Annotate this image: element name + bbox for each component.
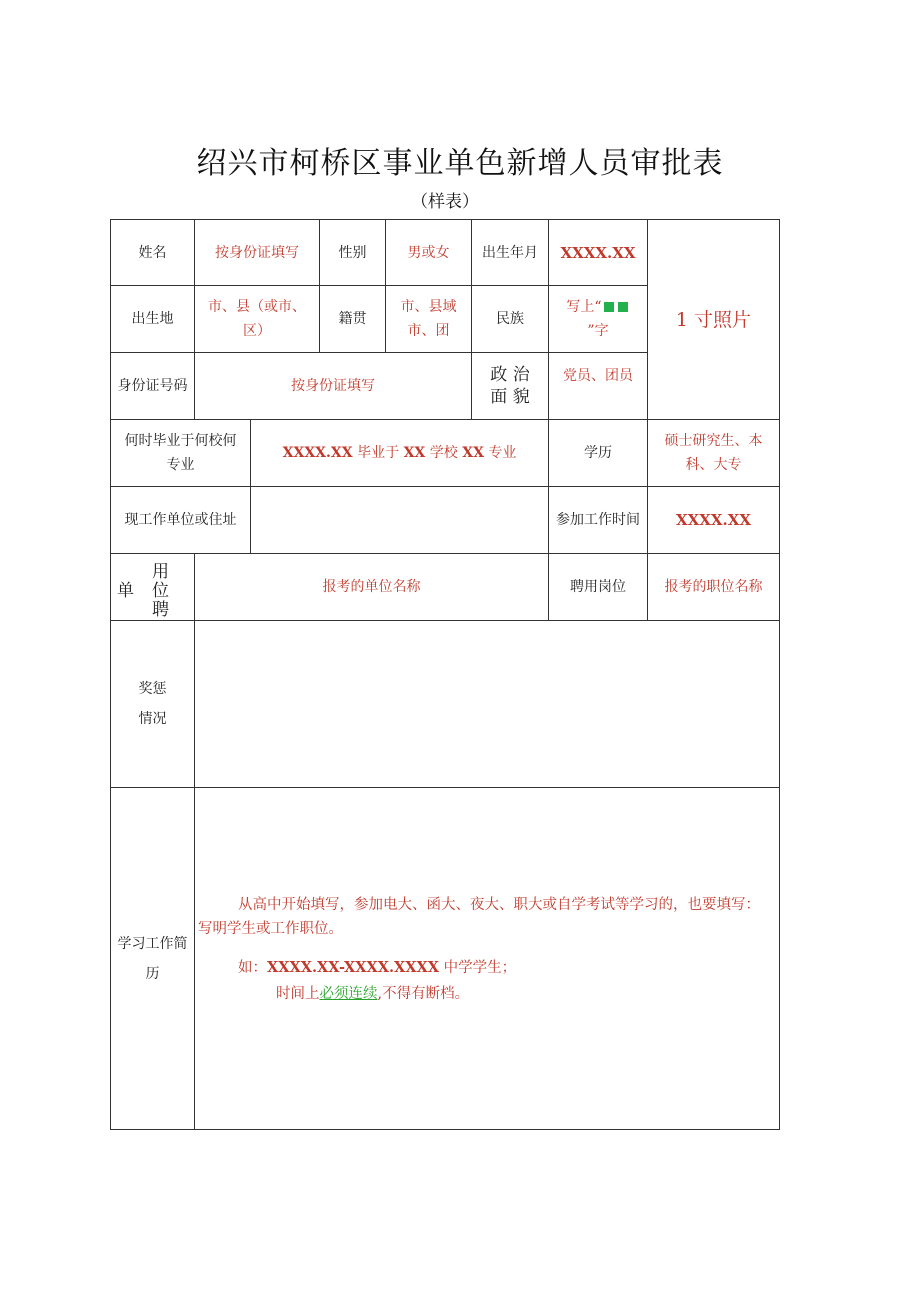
work-unit-value[interactable] bbox=[251, 487, 548, 553]
native-place-value[interactable]: 市、县域市、团 bbox=[400, 299, 457, 339]
ethnic-value-suffix: ”字 bbox=[587, 323, 609, 339]
photo-placeholder[interactable]: 1 寸照片 bbox=[675, 308, 752, 331]
graduation-school: XX bbox=[403, 445, 426, 461]
resume-note bbox=[198, 982, 773, 1006]
graduation-major: XX bbox=[462, 445, 484, 461]
ethnic-label: 民族 bbox=[496, 311, 524, 327]
graduation-label: 何时毕业于何校何专业 bbox=[124, 433, 237, 473]
hiring-unit-label bbox=[111, 554, 194, 620]
birthplace-label: 出生地 bbox=[131, 311, 174, 327]
political-status-label bbox=[472, 353, 548, 419]
work-start-value[interactable]: XXXX.XX bbox=[675, 511, 752, 529]
gender-value[interactable]: 男或女 bbox=[407, 244, 450, 261]
work-unit-label: 现工作单位或住址 bbox=[124, 512, 237, 528]
resume-note-a: 时间上 bbox=[276, 986, 320, 1002]
hiring-unit-label-char-1: 用 bbox=[152, 562, 169, 582]
political-status-label-line1: 政 治 bbox=[490, 365, 530, 385]
resume-note-highlight: 必须连续 bbox=[319, 986, 378, 1002]
awards-label-line1: 奖惩 bbox=[138, 681, 167, 697]
resume-label: 学习工作简历 bbox=[117, 935, 188, 982]
birth-value[interactable]: XXXX.XX bbox=[560, 243, 636, 262]
id-number-label: 身份证号码 bbox=[117, 378, 188, 394]
gender-label: 性别 bbox=[338, 244, 367, 261]
birth-label: 出生年月 bbox=[482, 244, 538, 261]
hiring-post-label: 聘用岗位 bbox=[570, 579, 626, 595]
green-square-icon bbox=[618, 302, 628, 312]
hiring-unit-label-char-2: 单 bbox=[117, 581, 134, 601]
name-label: 姓名 bbox=[138, 244, 167, 261]
resume-example-dates: XXXX.XX-XXXX.XXXX bbox=[267, 959, 440, 976]
ethnic-value-prefix: 写上“ bbox=[566, 299, 602, 315]
education-label: 学历 bbox=[584, 445, 612, 461]
graduation-text-1: 毕业于 bbox=[357, 445, 400, 461]
graduation-text-2: 学校 bbox=[429, 445, 458, 461]
resume-value[interactable] bbox=[198, 893, 773, 1006]
work-start-label: 参加工作时间 bbox=[556, 512, 640, 528]
resume-note-c: ,不得有断档。 bbox=[377, 986, 470, 1002]
political-status-label-line2: 面 貌 bbox=[490, 387, 530, 407]
page-subtitle: （样表） bbox=[411, 192, 479, 212]
political-status-value[interactable]: 党员、团员 bbox=[563, 368, 633, 384]
awards-value[interactable] bbox=[195, 621, 779, 787]
hiring-unit-value[interactable]: 报考的单位名称 bbox=[322, 579, 421, 595]
page-title: 绍兴市柯桥区事业单色新增人员审批表 bbox=[196, 146, 724, 181]
hiring-post-value[interactable]: 报考的职位名称 bbox=[664, 579, 763, 595]
resume-example bbox=[198, 956, 773, 980]
id-number-value[interactable]: 按身份证填写 bbox=[291, 378, 375, 394]
resume-example-prefix: 如： bbox=[238, 960, 267, 976]
graduation-date: XXXX.XX bbox=[282, 445, 353, 461]
native-place-label: 籍贯 bbox=[338, 311, 367, 327]
education-value[interactable]: 硕士研究生、本科、大专 bbox=[664, 433, 763, 473]
name-value[interactable]: 按身份证填写 bbox=[215, 244, 299, 261]
birthplace-value[interactable]: 市、县（或市、区） bbox=[208, 299, 306, 339]
green-square-icon bbox=[604, 302, 614, 312]
resume-example-suffix: 中学学生； bbox=[443, 960, 517, 976]
hiring-unit-label-char-3: 位 bbox=[152, 581, 169, 601]
hiring-unit-label-char-4: 聘 bbox=[152, 600, 169, 620]
graduation-value[interactable] bbox=[251, 420, 548, 486]
awards-label bbox=[111, 621, 194, 787]
awards-label-line2: 情况 bbox=[138, 711, 167, 727]
graduation-text-3: 专业 bbox=[488, 445, 517, 461]
resume-instruction: 从高中开始填写，参加电大、函大、夜大、职大或自学考试等学习的，也要填写：写明学生或工作职位。 bbox=[198, 897, 760, 937]
ethnic-value[interactable] bbox=[549, 286, 647, 352]
